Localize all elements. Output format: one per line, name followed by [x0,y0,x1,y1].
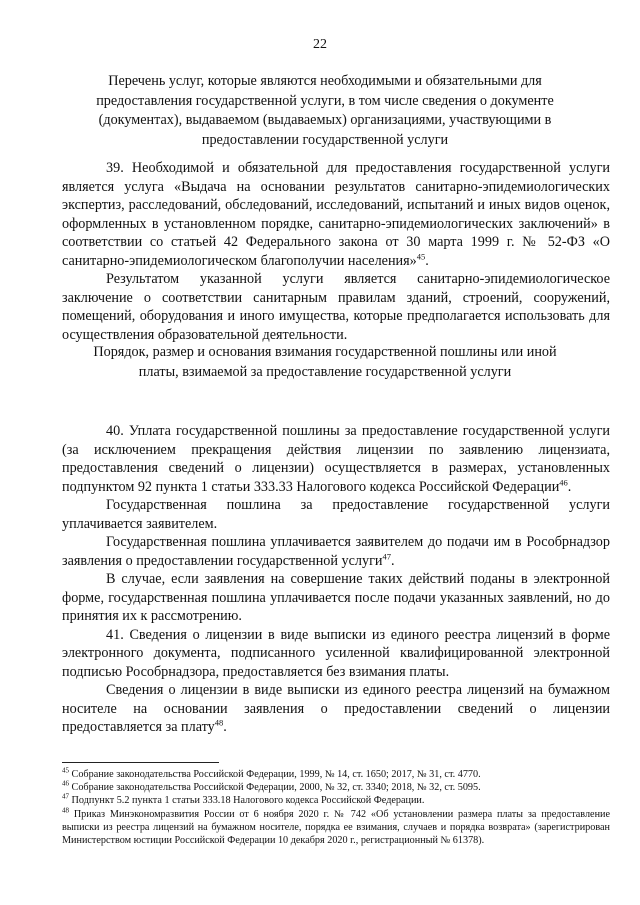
paragraph-39: 39. Необходимой и обязательной для предоставления государственной услуги является услуга «Выдача на основании результатов санитарно-эпидемиологических экспертиз, расследований, обследований, исследований, испытаний и иных видов оценок, оформленных в установленном порядке, санитарно-эпидемиологических заключений» в соответствии со статьей 42 Федерального закона от 30 марта 1999 г. № 52-ФЗ «О санитарно-эпидемиологическом благополучии населения»$^{45}$. [62,160,610,269]
footnote: $^{45}$ Собрание законодательства Российской Федерации, 1999, № 14, ст. 1650; 2017, № 31, ст. 4770. [62,766,481,780]
page-number: 22 [313,37,327,52]
paragraph-41-b: Сведения о лицензии в виде выписки из единого реестра лицензий на бумажном носителе на основании заявления о предоставлении сведений о лицензии предоставляется за плату$^{48}$. [62,682,610,735]
footnote: $^{47}$ Подпункт 5.2 пункта 1 статьи 333.18 Налогового кодекса Российской Федерации. [62,793,425,807]
footnote-divider [62,762,219,763]
paragraph-40-b: Государственная пошлина за предоставление государственной услуги уплачивается заявителем. [62,497,610,532]
footnote: $^{48}$ Приказ Минэкономразвития России от 6 ноября 2020 г. № 742 «Об установлении размера платы за предоставление выписки из реестра лицензий на бумажном носителе, порядка ее взимания, случаев и порядка возврата» (зарегистрирован Министерством юстиции Российской Федерации 10 декабря 2020 г., регистрационный № 61378). [62,806,611,847]
footnote-ref-48[interactable]: 48 [214,717,224,728]
body-block-39 [62,159,610,344]
footnote-ref-45[interactable]: 45 [416,250,426,261]
paragraph-40-c: Государственная пошлина уплачивается заявителем до подачи им в Рособрнадзор заявления о предоставлении государственной услуги$^{47}$. [62,534,610,569]
section-heading-services: Перечень услуг, которые являются необходимыми и обязательными для предоставления государственной услуги, в том числе сведения о документе (документах), выдаваемом (выдаваемых) организациями, участвующими в предоставлении государственной услуги [96,73,554,148]
section-heading-fee: Порядок, размер и основания взимания государственной пошлины или иной платы, взимаемой за предоставление государственной услуги [93,344,557,380]
body-block-40-41 [62,422,610,737]
paragraph-41: 41. Сведения о лицензии в виде выписки из единого реестра лицензий в форме электронного документа, подписанного усиленной квалифицированной электронной подписью Рособрнадзора, предоставляется без взимания платы. [62,626,610,680]
paragraph-40: 40. Уплата государственной пошлины за предоставление государственной услуги (за исключением прекращения действия лицензии по заявлению лицензиата, предоставления сведений о лицензии) осуществляется в размерах, установленных подпунктом 92 пункта 1 статьи 333.33 Налогового кодекса Российской Федерации$^{46}$. [62,423,610,495]
footnotes [62,768,610,847]
footnote-ref-46[interactable]: 46 [559,476,568,487]
paragraph-39-result: Результатом указанной услуги является санитарно-эпидемиологическое заключение о соответствии санитарным правилам зданий, строений, сооружений, помещений, оборудования и иного имущества, которые предполагается использовать для осуществления образовательной деятельности. [62,271,610,343]
footnote-ref-47[interactable]: 47 [382,550,391,561]
paragraph-40-d: В случае, если заявления на совершение таких действий поданы в электронной форме, государственная пошлина уплачивается после подачи указанных заявлений, но до принятия их к рассмотрению. [62,571,610,624]
footnote: $^{46}$ Собрание законодательства Российской Федерации, 2000, № 32, ст. 3340; 2018, № 32, ст. 5095. [62,779,481,794]
